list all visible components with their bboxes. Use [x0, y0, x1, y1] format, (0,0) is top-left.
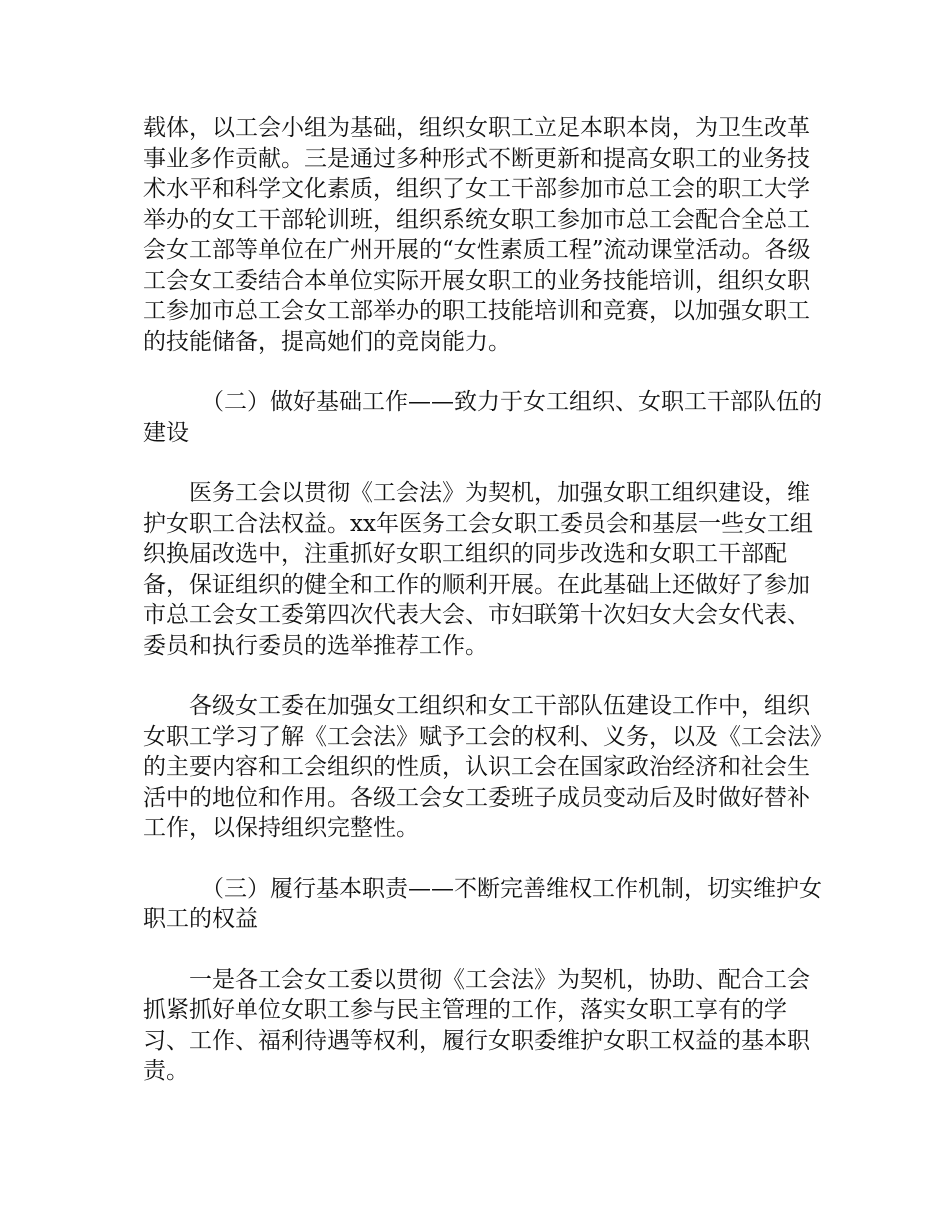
- body-paragraph: 一是各工会女工委以贯彻《工会法》为契机，协助、配合工会抓紧抓好单位女职工参与民主管理的工作，落实女职工享有的学习、工作、福利待遇等权利，履行女职委维护女职工权益的基本职责。: [143, 966, 810, 1084]
- body-paragraph: 各级女工委在加强女工组织和女工干部队伍建设工作中，组织女职工学习了解《工会法》赋予工会的权利、义务，以及《工会法》的主要内容和工会组织的性质，认识工会在国家政治经济和社会生活中的地位和作用。各级工会女工委班子成员变动后及时做好替补工作，以保持组织完整性。: [143, 693, 822, 841]
- section-heading-3: （三）履行基本职责——不断完善维权工作机制，切实维护女职工的权益: [143, 875, 822, 932]
- body-paragraph: 医务工会以贯彻《工会法》为契机，加强女职工组织建设，维护女职工合法权益。xx年医务工会女职工委员会和基层一些女工组织换届改选中，注重抓好女职工组织的同步改选和女职工干部配备，保证组织的健全和工作的顺利开展。在此基础上还做好了参加市总工会女工委第四次代表大会、市妇联第十次妇女大会女代表、委员和执行委员的选举推荐工作。: [143, 480, 813, 659]
- section-heading-2: （二）做好基础工作——致力于女工组织、女职工干部队伍的建设: [143, 389, 822, 446]
- body-paragraph-continued: 载体，以工会小组为基础，组织女职工立足本职本岗，为卫生改革事业多作贡献。三是通过多种形式不断更新和提高女职工的业务技术水平和科学文化素质，组织了女工干部参加市总工会的职工大学举办的女工干部轮训班，组织系统女职工参加市总工会配合全总工会女工部等单位在广州开展的“女性素质工程”流动课堂活动。各级工会女工委结合本单位实际开展女职工的业务技能培训，组织女职工参加市总工会女工部举办的职工技能培训和竞赛，以加强女职工的技能储备，提高她们的竞岗能力。: [143, 115, 811, 355]
- document-page: [143, 113, 827, 1117]
